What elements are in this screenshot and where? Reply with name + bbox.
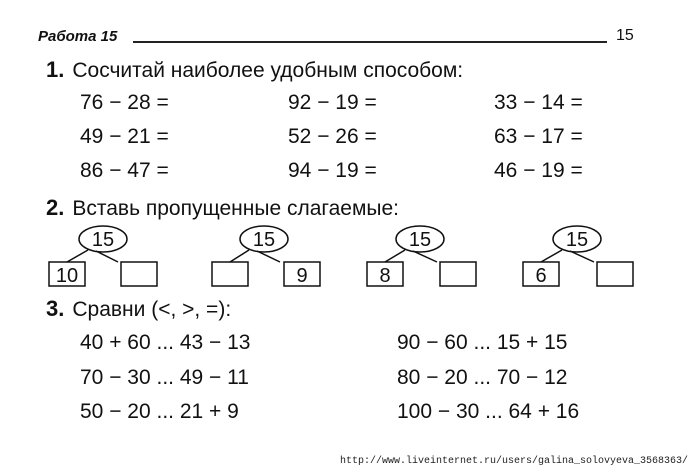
worksheet-title: Работа 15 [38, 28, 118, 45]
total-value: 15 [91, 229, 115, 251]
total-value: 15 [408, 229, 432, 251]
task1-expression: 94 − 19 = [288, 159, 377, 182]
task1-expression: 49 − 21 = [80, 125, 169, 148]
addend-box-right [597, 262, 633, 286]
task1-expression: 46 − 19 = [494, 159, 583, 182]
addend-box-right [440, 262, 476, 286]
comparison-expression: 50 − 20 ... 21 + 9 [80, 400, 239, 423]
total-value: 15 [565, 229, 589, 251]
comparison-expression: 80 − 20 ... 70 − 12 [397, 366, 568, 389]
addend-box-left [212, 262, 248, 286]
source-url: http://www.liveinternet.ru/users/galina_solovyeva_3568363/ [339, 456, 688, 467]
addend-diagram-4 [523, 226, 633, 287]
comparison-expression: 90 − 60 ... 15 + 15 [397, 331, 568, 354]
comparison-expression: 40 + 60 ... 43 − 13 [80, 331, 251, 354]
addend-value-left: 8 [379, 265, 391, 287]
task2-number: 2. [46, 195, 65, 220]
total-value: 15 [252, 229, 276, 251]
addend-value-left: 6 [535, 265, 547, 287]
branch-line-left [67, 250, 88, 262]
addend-diagram-2 [212, 226, 320, 287]
task3-number: 3. [46, 296, 65, 321]
task1-expression: 92 − 19 = [288, 91, 377, 114]
page-number: 15 [616, 27, 634, 44]
task2-instruction: Вставь пропущенные слагаемые: [72, 197, 400, 220]
branch-line-left [541, 250, 562, 262]
branch-line-left [230, 250, 249, 262]
task1-number: 1. [46, 57, 65, 82]
comparison-expression: 100 − 30 ... 64 + 16 [397, 400, 580, 423]
comparison-expression: 70 − 30 ... 49 − 11 [80, 366, 249, 389]
addend-value-right: 9 [296, 265, 308, 287]
task1-expression: 76 − 28 = [80, 91, 169, 114]
task1-expression: 86 − 47 = [80, 159, 169, 182]
task1-expression: 52 − 26 = [288, 125, 377, 148]
task1-expression: 63 − 17 = [494, 125, 583, 148]
task1-instruction: Сосчитай наиболее удобным способом: [72, 59, 464, 82]
addend-box-right [121, 262, 157, 286]
addend-diagram-3 [367, 226, 476, 287]
task3-instruction: Сравни (<, >, =): [72, 298, 232, 321]
addend-value-left: 10 [55, 265, 79, 287]
branch-line-left [385, 250, 405, 262]
task1-expression: 33 − 14 = [494, 91, 583, 114]
task3-heading [46, 296, 231, 322]
branch-line-right [570, 251, 594, 262]
branch-line-right [257, 251, 280, 262]
addend-diagram-1 [49, 226, 157, 287]
branch-line-right [96, 251, 118, 262]
branch-line-right [413, 251, 437, 262]
